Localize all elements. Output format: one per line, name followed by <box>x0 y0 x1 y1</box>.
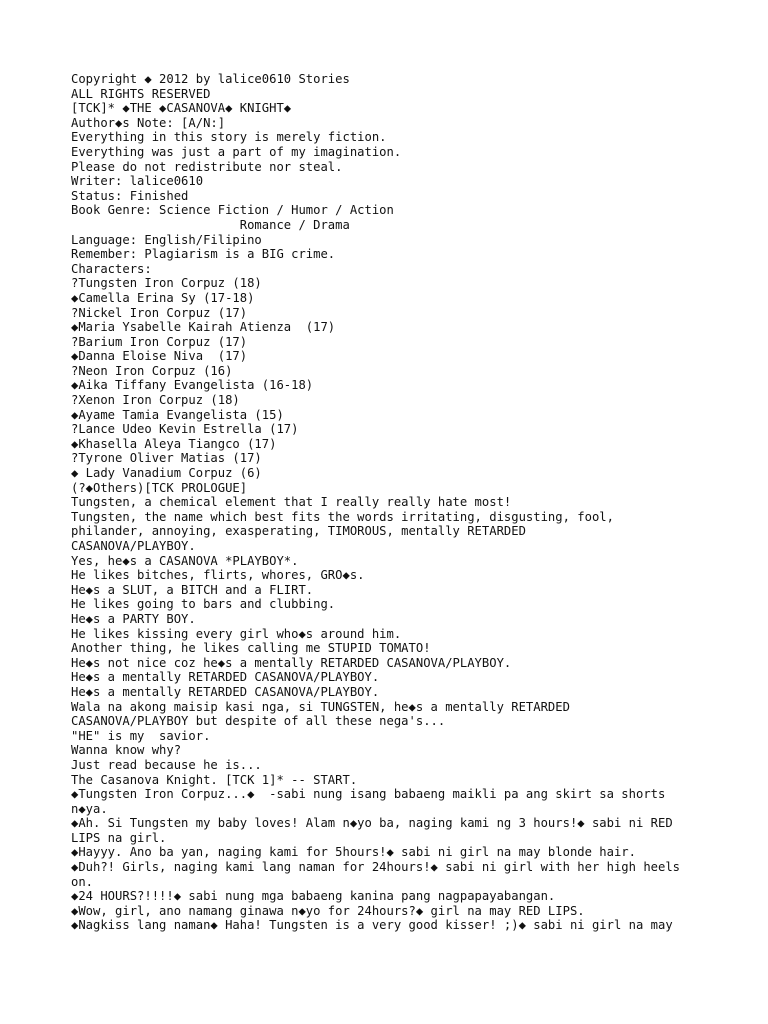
text-line: ◆Khasella Aleya Tiangco (17) <box>71 436 277 451</box>
text-line: Everything was just a part of my imagination. <box>71 144 402 159</box>
text-line: Wala na akong maisip kasi nga, si TUNGSTEN, he◆s a mentally RETARDED <box>71 699 570 714</box>
text-line: Language: English/Filipino <box>71 232 262 247</box>
text-line: He likes going to bars and clubbing. <box>71 597 336 612</box>
text-line: ◆24 HOURS?!!!!◆ sabi nung mga babaeng kanina pang nagpapayabangan. <box>71 889 556 904</box>
text-line: Everything in this story is merely fiction. <box>71 130 387 145</box>
text-line: The Casanova Knight. [TCK 1]* -- START. <box>71 772 358 787</box>
text-line: ?Tyrone Oliver Matias (17) <box>71 451 262 466</box>
text-line: ◆Nagkiss lang naman◆ Haha! Tungsten is a very good kisser! ;)◆ sabi ni girl na may <box>71 918 673 933</box>
text-line: Romance / Drama <box>71 217 350 232</box>
text-line: He◆s a PARTY BOY. <box>71 611 196 626</box>
text-line: ?Neon Iron Corpuz (16) <box>71 363 233 378</box>
text-line: He◆s a mentally RETARDED CASANOVA/PLAYBOY. <box>71 670 380 685</box>
text-line: CASANOVA/PLAYBOY. <box>71 539 196 553</box>
text-line: [TCK]* ◆THE ◆CASANOVA◆ KNIGHT◆ <box>71 101 292 116</box>
text-line: ◆Ayame Tamia Evangelista (15) <box>71 407 284 422</box>
text-line: ?Tungsten Iron Corpuz (18) <box>71 276 262 291</box>
text-line: ◆Maria Ysabelle Kairah Atienza (17) <box>71 320 336 335</box>
text-line: Book Genre: Science Fiction / Humor / Action <box>71 203 394 218</box>
text-line: philander, annoying, exasperating, TIMOROUS, mentally RETARDED <box>71 524 526 539</box>
text-line: Tungsten, a chemical element that I really really hate most! <box>71 495 512 510</box>
text-line: Author◆s Note: [A/N:] <box>71 115 226 130</box>
story-text <box>71 72 731 933</box>
text-line: He likes bitches, flirts, whores, GRO◆s. <box>71 568 365 583</box>
text-line: ◆ Lady Vanadium Corpuz (6) <box>71 466 262 481</box>
text-line: (?◆Others)[TCK PROLOGUE] <box>71 480 248 495</box>
text-line: ?Nickel Iron Corpuz (17) <box>71 305 248 320</box>
text-line: ◆Aika Tiffany Evangelista (16-18) <box>71 378 314 393</box>
text-line: Another thing, he likes calling me STUPID TOMATO! <box>71 641 431 656</box>
text-line: Yes, he◆s a CASANOVA *PLAYBOY*. <box>71 553 299 568</box>
text-line: ?Lance Udeo Kevin Estrella (17) <box>71 422 299 437</box>
text-line: He◆s a SLUT, a BITCH and a FLIRT. <box>71 582 314 597</box>
text-line: "HE" is my savior. <box>71 728 211 743</box>
text-line: He◆s not nice coz he◆s a mentally RETARDED CASANOVA/PLAYBOY. <box>71 655 512 670</box>
text-line: ◆Danna Eloise Niva (17) <box>71 349 248 364</box>
text-line: ◆Ah. Si Tungsten my baby loves! Alam n◆yo ba, naging kami ng 3 hours!◆ sabi ni RED <box>71 816 673 831</box>
text-line: Just read because he is... <box>71 757 262 772</box>
text-line: on. <box>71 874 94 889</box>
text-line: ◆Hayyy. Ano ba yan, naging kami for 5hours!◆ sabi ni girl na may blonde hair. <box>71 845 636 860</box>
text-line: Characters: <box>71 261 152 276</box>
text-line: LIPS na girl. <box>71 830 167 845</box>
text-line: Wanna know why? <box>71 743 182 758</box>
text-line: Status: Finished <box>71 188 189 203</box>
text-line: He◆s a mentally RETARDED CASANOVA/PLAYBOY. <box>71 684 380 699</box>
text-line: He likes kissing every girl who◆s around him. <box>71 626 402 641</box>
text-line: ◆Duh?! Girls, naging kami lang naman for 24hours!◆ sabi ni girl with her high heels <box>71 860 681 875</box>
text-line: Tungsten, the name which best fits the words irritating, disgusting, fool, <box>71 509 614 524</box>
text-line: CASANOVA/PLAYBOY but despite of all these nega's... <box>71 714 446 729</box>
text-line: ◆Tungsten Iron Corpuz...◆ -sabi nung isang babaeng maikli pa ang skirt sa shorts <box>71 787 666 802</box>
text-line: Please do not redistribute nor steal. <box>71 159 343 174</box>
text-line: ◆Camella Erina Sy (17-18) <box>71 290 255 305</box>
text-line: ?Xenon Iron Corpuz (18) <box>71 393 240 408</box>
text-line: ?Barium Iron Corpuz (17) <box>71 334 248 349</box>
text-line: Remember: Plagiarism is a BIG crime. <box>71 247 336 262</box>
text-line: Writer: lalice0610 <box>71 174 204 189</box>
text-line: Copyright ◆ 2012 by lalice0610 Stories <box>71 72 350 86</box>
text-line: n◆ya. <box>71 801 108 816</box>
text-line: ◆Wow, girl, ano namang ginawa n◆yo for 24hours?◆ girl na may RED LIPS. <box>71 903 585 918</box>
text-line: ALL RIGHTS RESERVED <box>71 86 211 101</box>
